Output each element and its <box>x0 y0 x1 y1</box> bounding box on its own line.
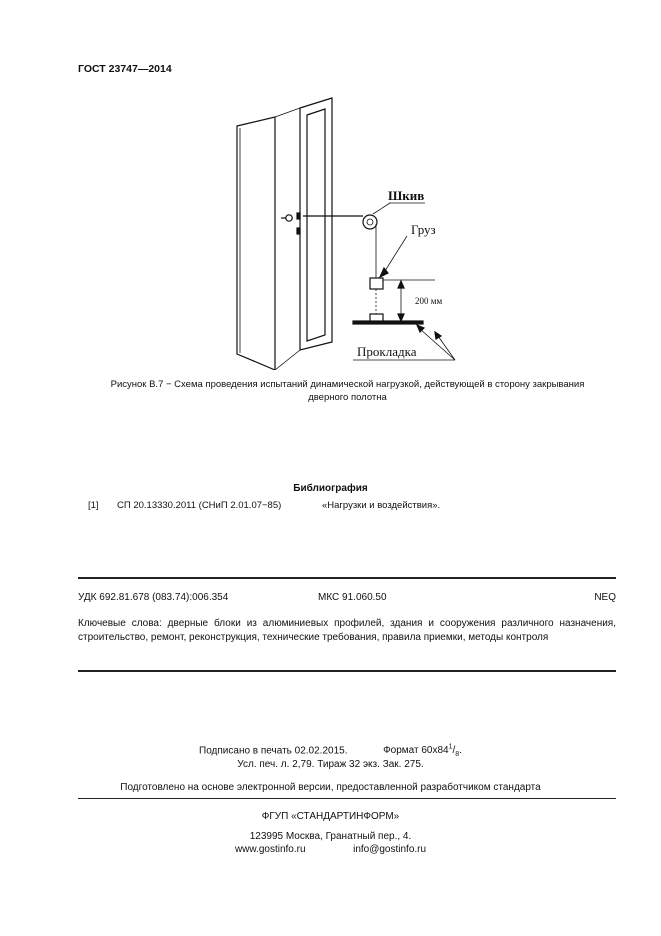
weight-icon <box>370 278 383 289</box>
pulley-label: Шкив <box>388 188 425 203</box>
pad-icon <box>353 321 423 324</box>
pad-label: Прокладка <box>357 344 417 359</box>
pad-leader-2 <box>438 336 455 360</box>
distance-label: 200 мм <box>415 296 443 306</box>
prepared-note: Подготовлено на основе электронной версии, предоставленной разработчиком стандарта <box>120 782 541 793</box>
imprint-print-line <box>0 759 661 770</box>
email-link[interactable]: info@gostinfo.ru <box>353 844 427 855</box>
imprint-signed-line <box>0 744 661 758</box>
paper-format: Формат $60x84^1/_8$. <box>383 744 462 759</box>
door-handle-icon <box>286 215 292 221</box>
publisher-contacts <box>0 844 661 855</box>
bibliography-title: Библиография <box>293 483 368 494</box>
publisher-address: 123995 Москва, Гранатный пер., 4. <box>249 831 412 842</box>
neq-label: NEQ <box>594 592 616 603</box>
divider-top <box>78 577 616 579</box>
pulley-icon <box>363 215 377 229</box>
lock-icon <box>297 213 300 219</box>
print-sheets: Усл. печ. л. 2,79. <box>237 759 315 770</box>
weight-leader <box>383 236 407 274</box>
divider-imprint <box>78 798 616 799</box>
publisher-name: ФГУП «СТАНДАРТИНФОРМ» <box>261 811 400 822</box>
bibliography-entry-document: СП 20.13330.2011 (СНиП 2.01.07−85) <box>117 500 282 511</box>
bibliography-entry-number: [1] <box>88 500 99 511</box>
mks-code: МКС 91.060.50 <box>318 592 387 603</box>
circulation: Тираж 32 экз. <box>317 759 380 770</box>
figure-caption: Рисунок В.7 − Схема проведения испытаний динамической нагрузкой, действующей в сторону закрывания дверного полотна <box>110 379 585 403</box>
signed-date: Подписано в печать 02.02.2015. <box>199 745 348 757</box>
order-number: Зак. 275. <box>382 759 424 770</box>
weight-label: Груз <box>411 222 436 237</box>
divider-bottom <box>78 670 616 672</box>
door-frame <box>300 98 332 350</box>
udk-code: УДК 692.81.678 (083.74):006.354 <box>78 592 229 603</box>
standard-number: ГОСТ 23747—2014 <box>78 63 172 75</box>
door-leaf <box>237 117 275 370</box>
keywords: Ключевые слова: дверные блоки из алюминиевых профилей, здания и сооружения различного назначения, строительство, ремонт, реконструкция, технические требования, правила приемки, методы контроля <box>78 618 616 643</box>
website-link[interactable]: www.gostinfo.ru <box>234 844 306 855</box>
test-scheme-figure <box>225 92 465 370</box>
bibliography-entry-title: «Нагрузки и воздействия». <box>322 500 441 511</box>
